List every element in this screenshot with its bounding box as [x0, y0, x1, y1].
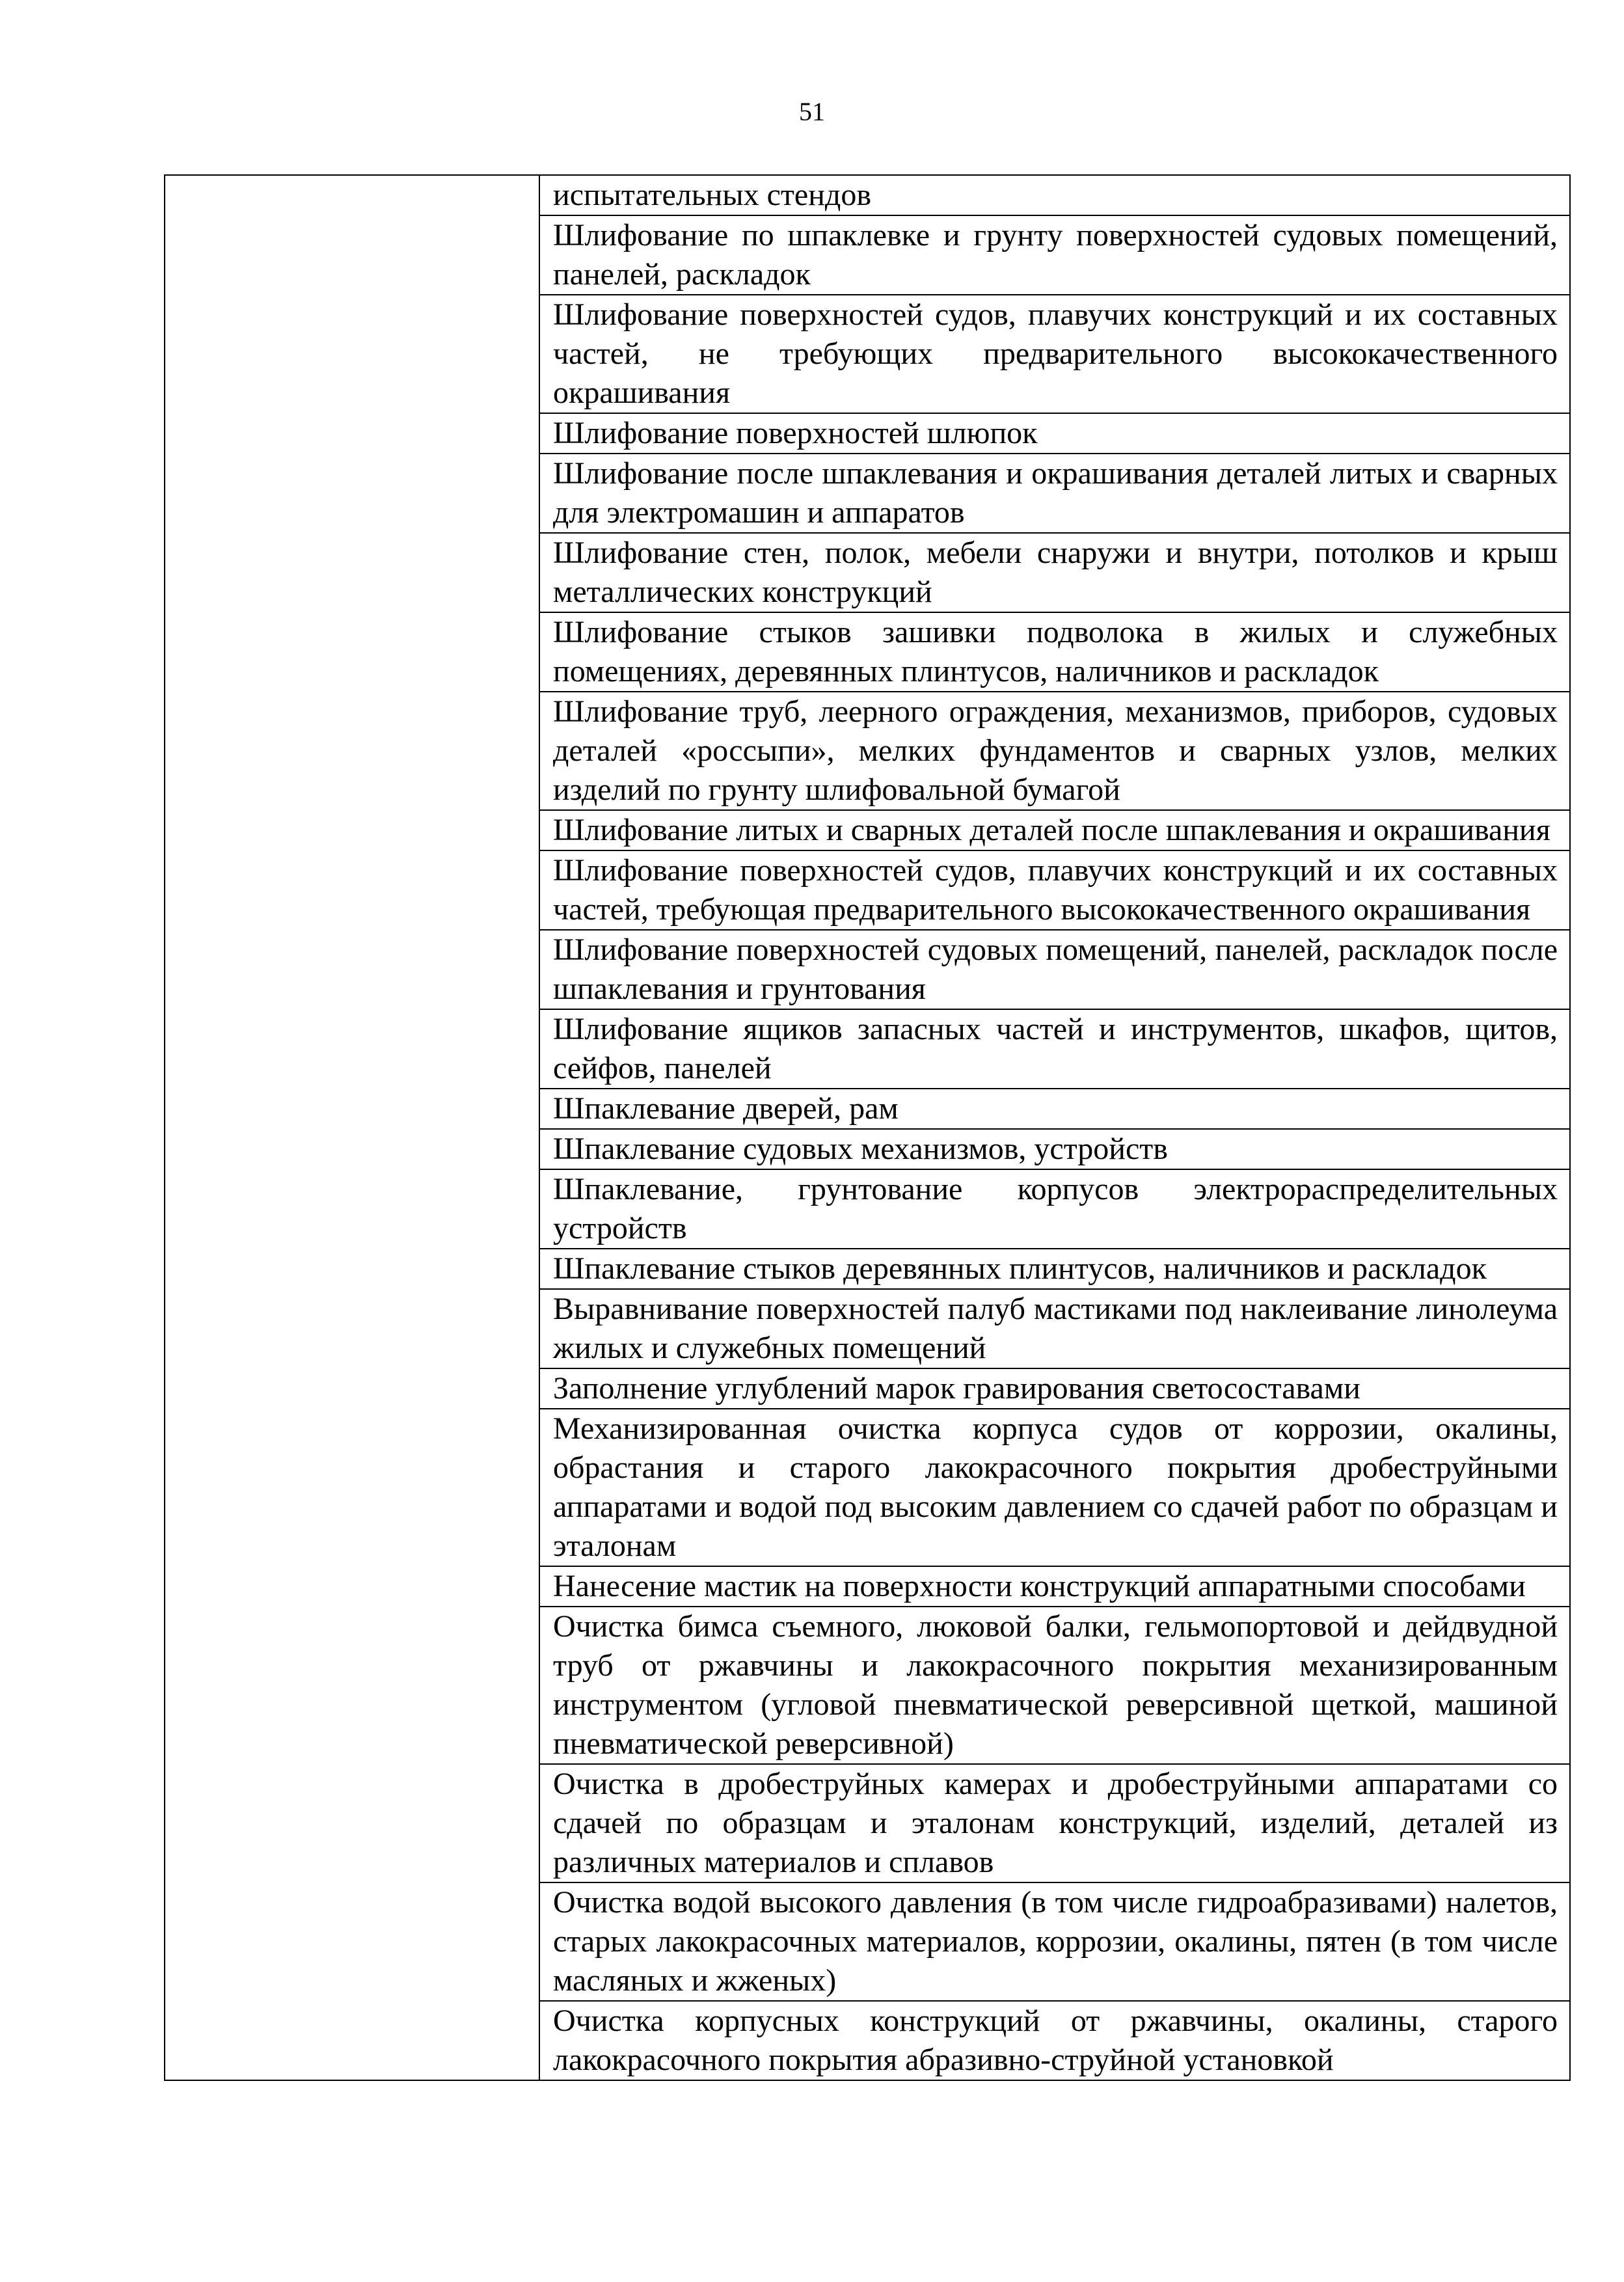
table-cell: Нанесение мастик на поверхности конструкций аппаратными способами — [539, 1566, 1570, 1607]
table-cell: Шпаклевание стыков деревянных плинтусов, наличников и раскладок — [539, 1249, 1570, 1289]
table-cell: Шлифование после шпаклевания и окрашивания деталей литых и сварных для электромашин и аппаратов — [539, 454, 1570, 533]
table-cell: Шлифование поверхностей судов, плавучих конструкций и их составных частей, требующая предварительного высококачественного окрашивания — [539, 850, 1570, 930]
blank-left-cell — [165, 175, 539, 2080]
table-cell: Шпаклевание дверей, рам — [539, 1089, 1570, 1129]
table-cell: Шпаклевание, грунтование корпусов электрораспределительных устройств — [539, 1169, 1570, 1249]
table-cell: Выравнивание поверхностей палуб мастиками под наклеивание линолеума жилых и служебных помещений — [539, 1289, 1570, 1368]
table-cell: Шлифование стен, полок, мебели снаружи и внутри, потолков и крыш металлических конструкций — [539, 533, 1570, 612]
table-cell: Очистка в дробеструйных камерах и дробеструйными аппаратами со сдачей по образцам и эталонам конструкций, изделий, деталей из различных материалов и сплавов — [539, 1764, 1570, 1882]
table-cell: Очистка водой высокого давления (в том числе гидроабразивами) налетов, старых лакокрасочных материалов, коррозии, окалины, пятен (в том числе масляных и жженых) — [539, 1882, 1570, 2001]
table-cell: испытательных стендов — [539, 175, 1570, 215]
table-cell: Шлифование по шпаклевке и грунту поверхностей судовых помещений, панелей, раскладок — [539, 215, 1570, 295]
table-cell: Шлифование ящиков запасных частей и инструментов, шкафов, щитов, сейфов, панелей — [539, 1009, 1570, 1089]
table-cell: Механизированная очистка корпуса судов от коррозии, окалины, обрастания и старого лакокрасочного покрытия дробеструйными аппаратами и водой под высоким давлением со сдачей работ по образцам и эталонам — [539, 1409, 1570, 1566]
table-cell: Шлифование труб, леерного ограждения, механизмов, приборов, судовых деталей «россыпи», мелких фундаментов и сварных узлов, мелких изделий по грунту шлифовальной бумагой — [539, 692, 1570, 810]
table-cell: Шлифование стыков зашивки подволока в жилых и служебных помещениях, деревянных плинтусов, наличников и раскладок — [539, 612, 1570, 692]
table-cell: Шлифование поверхностей шлюпок — [539, 413, 1570, 454]
page-number: 51 — [799, 97, 825, 126]
table-cell: Шлифование поверхностей судов, плавучих конструкций и их составных частей, не требующих предварительного высококачественного окрашивания — [539, 295, 1570, 413]
table-row — [165, 175, 1570, 215]
table-cell: Заполнение углублений марок гравирования светосоставами — [539, 1368, 1570, 1409]
table-body — [165, 175, 1570, 2080]
table-cell: Шпаклевание судовых механизмов, устройств — [539, 1129, 1570, 1169]
table-cell: Шлифование литых и сварных деталей после шпаклевания и окрашивания — [539, 810, 1570, 850]
table-cell: Очистка бимса съемного, люковой балки, гельмопортовой и дейдвудной труб от ржавчины и лакокрасочного покрытия механизированным инструментом (угловой пневматической реверсивной щеткой, машиной пневматической реверсивной) — [539, 1607, 1570, 1764]
table-cell: Шлифование поверхностей судовых помещений, панелей, раскладок после шпаклевания и грунтования — [539, 930, 1570, 1009]
table-cell: Очистка корпусных конструкций от ржавчины, окалины, старого лакокрасочного покрытия абразивно-струйной установкой — [539, 2001, 1570, 2080]
work-types-table — [164, 174, 1571, 2081]
